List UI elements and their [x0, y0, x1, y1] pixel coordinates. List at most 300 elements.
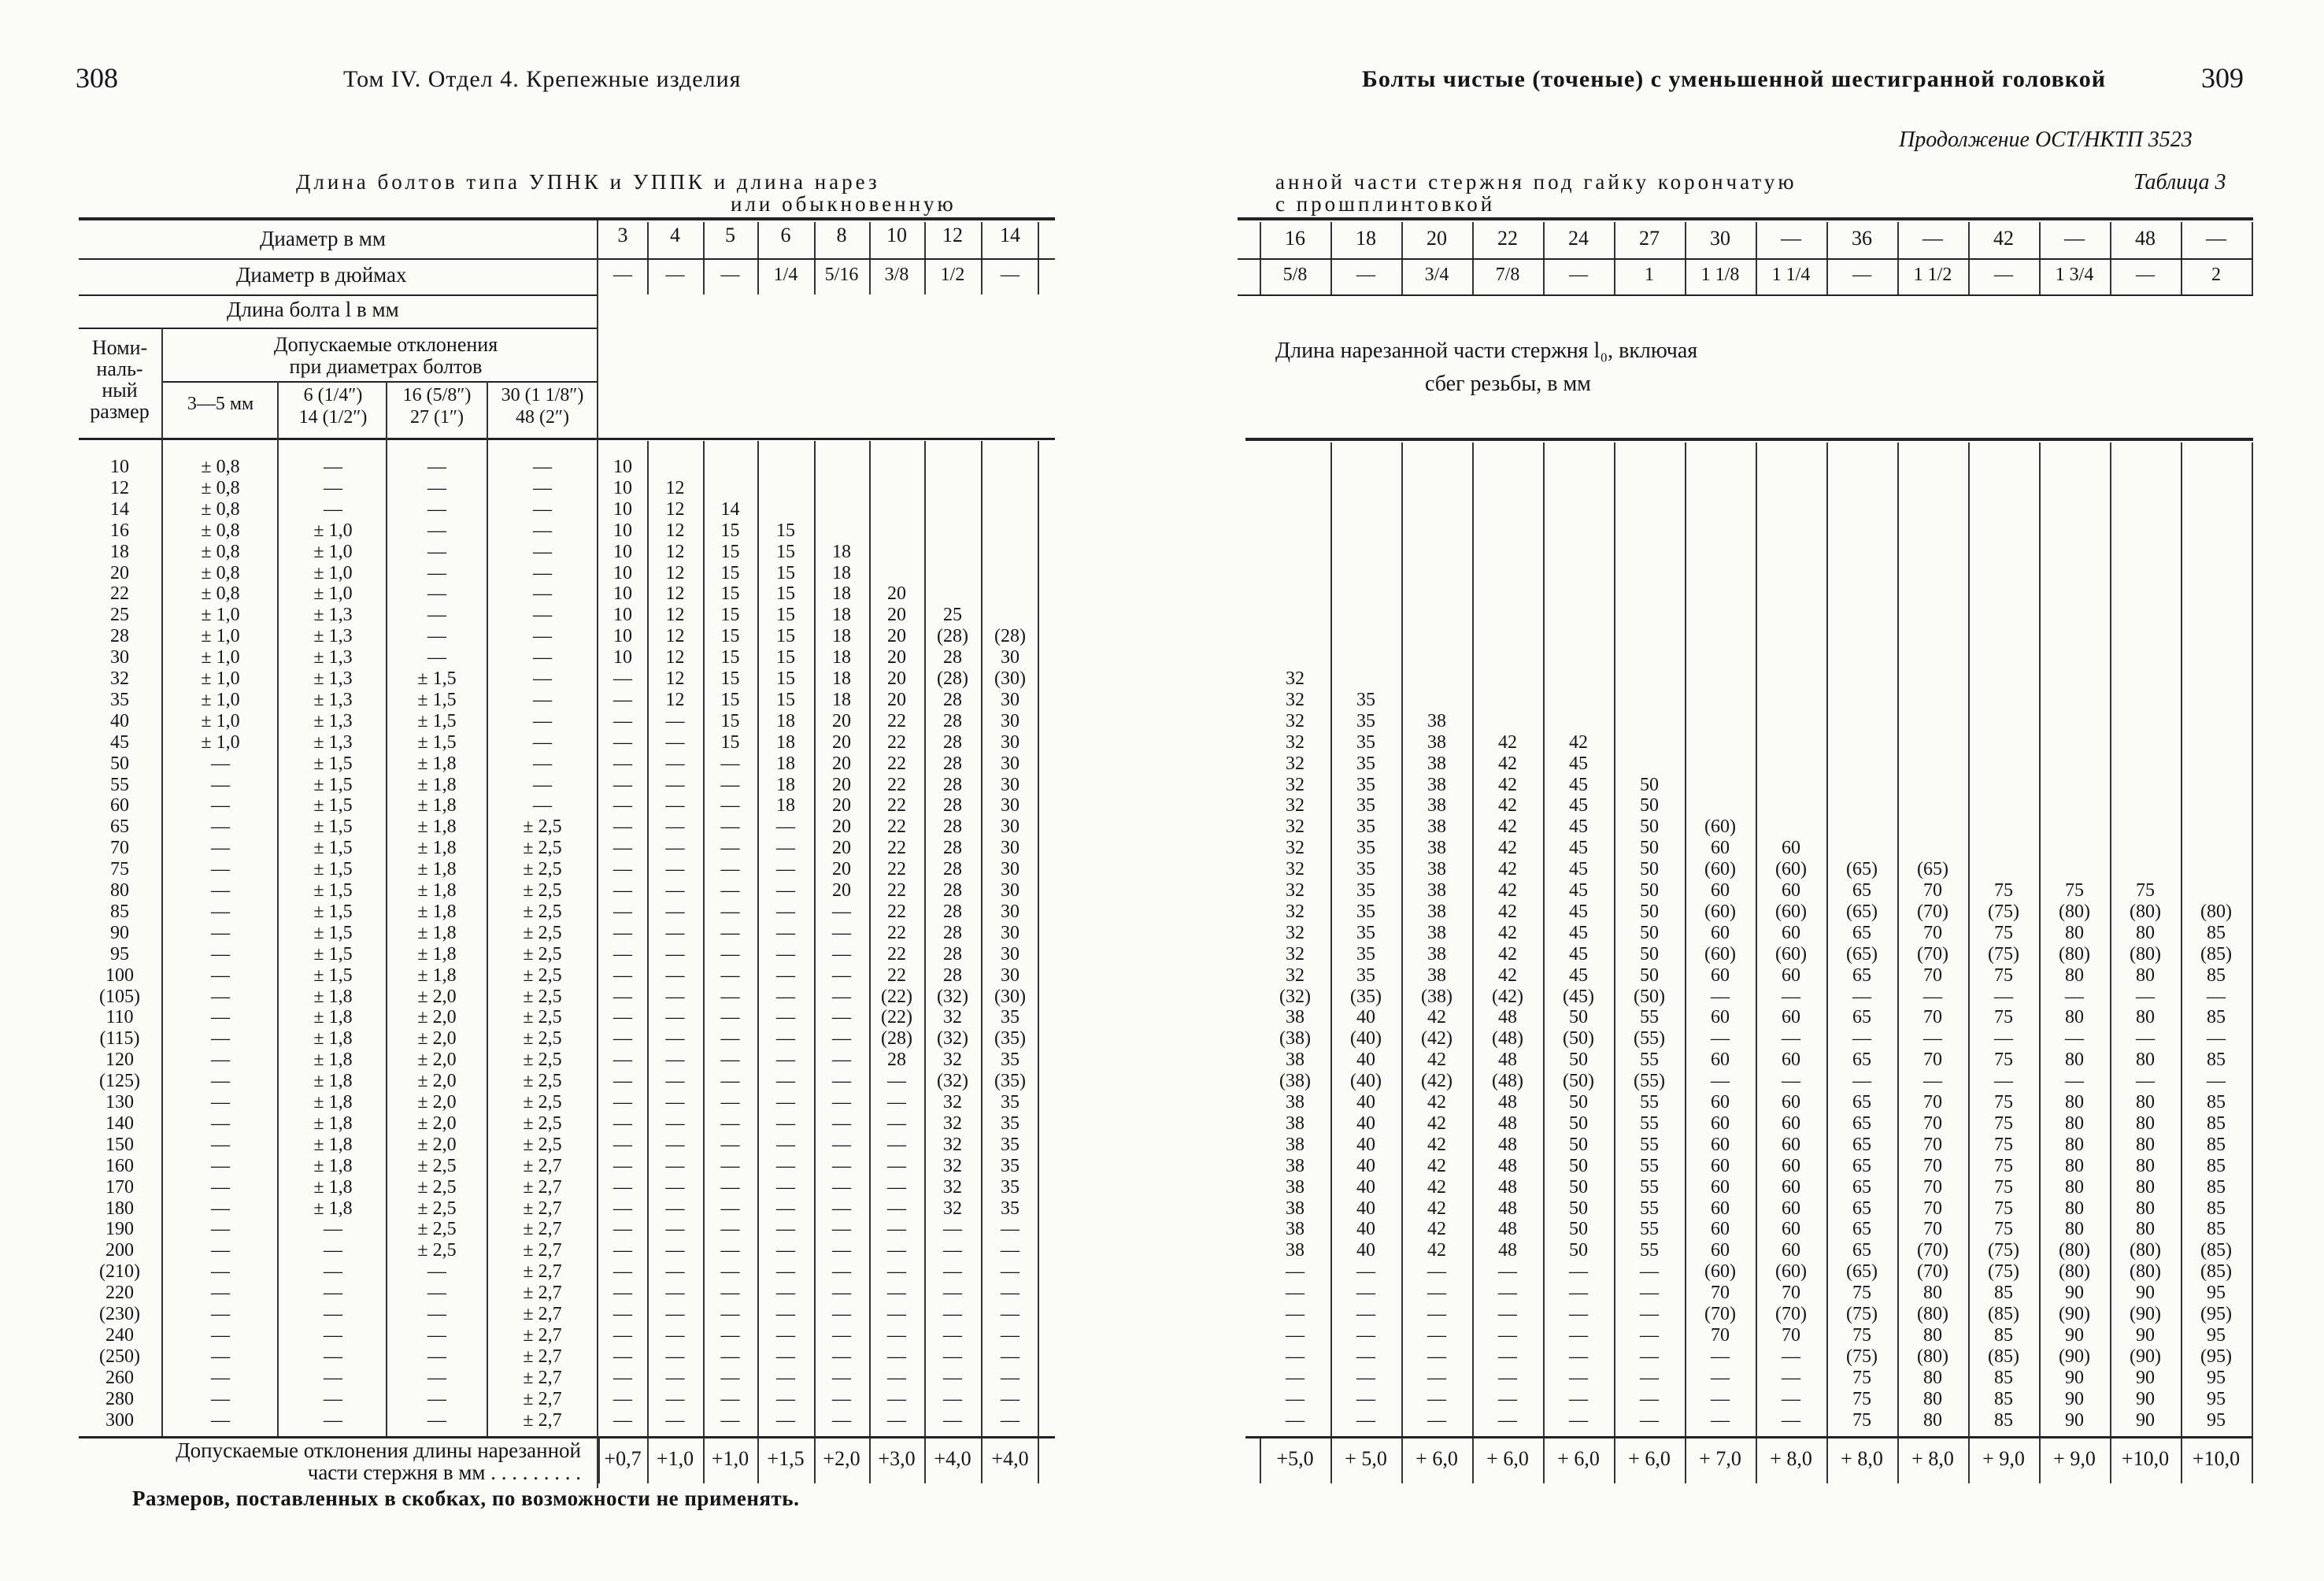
- thread-length-cell: 35: [1001, 1007, 1020, 1028]
- column-divider: [981, 1438, 983, 1483]
- diam-mm-cell: 16: [1285, 227, 1305, 250]
- thread-length-cell: —: [665, 859, 685, 880]
- thread-length-cell: —: [887, 1134, 906, 1155]
- thread-length-cell: 20: [832, 880, 851, 901]
- continuation-note: Продолжение ОСТ/НКТП 3523: [1899, 128, 2193, 152]
- column-divider: [757, 260, 759, 294]
- diam-mm-cell: 42: [1993, 227, 2014, 250]
- tol-cell: ± 0,8: [201, 562, 240, 583]
- thread-length-cell: 32: [1286, 901, 1304, 922]
- tol-cell: ± 1,5: [313, 774, 353, 795]
- tol-cell: —: [211, 1092, 230, 1113]
- column-divider: [1472, 442, 1474, 1436]
- tol-cell: —: [533, 583, 552, 605]
- thread-length-cell: —: [776, 1007, 795, 1028]
- tol-cell: —: [324, 498, 342, 520]
- column-divider: [1756, 442, 1757, 1436]
- thread-length-cell: —: [776, 1176, 795, 1198]
- thread-length-cell: —: [720, 1240, 740, 1261]
- tol-cell: ± 1,5: [313, 965, 353, 986]
- tol-cell: ± 1,8: [417, 838, 457, 859]
- thread-length-cell: —: [1286, 1346, 1304, 1367]
- thread-length-cell: —: [665, 731, 685, 753]
- thread-length-cell: (60): [1704, 943, 1736, 965]
- tol-cell: ± 1,5: [313, 795, 353, 816]
- thread-length-cell: 38: [1427, 943, 1446, 965]
- thread-length-cell: 48: [1498, 1050, 1517, 1071]
- thread-length-cell: (65): [1846, 859, 1878, 880]
- nominal-size-cell: 55: [110, 774, 129, 795]
- diam-in-cell: 1 1/2: [1913, 265, 1952, 285]
- column-divider: [647, 260, 649, 294]
- tol-cell: —: [211, 986, 230, 1007]
- thread-length-cell: 70: [1923, 1219, 1942, 1240]
- tol-cell: —: [427, 1261, 446, 1283]
- thread-length-cell: 15: [776, 562, 795, 583]
- thread-length-cell: (40): [1350, 1028, 1382, 1050]
- right-page-number: 309: [2201, 62, 2244, 94]
- column-divider: [814, 1438, 816, 1483]
- thread-length-cell: —: [1427, 1388, 1446, 1409]
- thread-length-cell: —: [1286, 1409, 1304, 1431]
- thread-length-cell: 80: [2065, 922, 2084, 943]
- thread-length-cell: 32: [943, 1113, 962, 1134]
- tol-cell: —: [533, 774, 552, 795]
- thread-length-cell: —: [1001, 1346, 1020, 1367]
- tol-cell: —: [427, 583, 446, 605]
- tol-cell: ± 2,5: [417, 1176, 457, 1198]
- thread-length-cell: 45: [1569, 943, 1588, 965]
- tol-cell: —: [211, 880, 230, 901]
- nominal-size-cell: 60: [110, 795, 129, 816]
- thread-length-cell: —: [665, 774, 685, 795]
- thread-length-cell: —: [613, 1324, 632, 1346]
- thread-length-cell: —: [887, 1219, 906, 1240]
- thread-length-cell: 22: [887, 943, 906, 965]
- tol-cell: ± 1,5: [313, 859, 353, 880]
- thread-length-cell: —: [1711, 1071, 1730, 1092]
- thread-length-cell: (85): [2200, 1261, 2232, 1283]
- column-divider: [647, 1438, 649, 1483]
- thread-length-cell: —: [720, 1388, 740, 1409]
- tol-cell: —: [324, 1346, 342, 1367]
- column-divider: [1401, 260, 1403, 294]
- thread-length-cell: (80): [1917, 1304, 1948, 1324]
- column-divider: [647, 441, 649, 1436]
- tol-cell: —: [427, 605, 446, 626]
- thread-length-cell: (28): [994, 626, 1026, 647]
- thread-length-cell: 50: [1569, 1050, 1588, 1071]
- thread-length-cell: 80: [2065, 1007, 2084, 1028]
- tol-cell: —: [427, 1324, 446, 1346]
- thread-length-cell: 20: [832, 816, 851, 838]
- thread-length-cell: —: [1640, 1409, 1659, 1431]
- tol-cell: —: [533, 498, 552, 520]
- thread-length-cell: 80: [2065, 1050, 2084, 1071]
- thread-length-cell: —: [832, 1176, 851, 1198]
- thread-length-cell: (60): [1775, 859, 1807, 880]
- thread-length-cell: —: [887, 1409, 906, 1431]
- thread-length-cell: —: [613, 880, 632, 901]
- thread-length-cell: (28): [881, 1028, 912, 1050]
- thread-length-cell: 18: [776, 753, 795, 774]
- thread-length-cell: 30: [1001, 710, 1020, 731]
- diam-mm-cell: 22: [1497, 227, 1518, 250]
- column-divider: [1968, 442, 1970, 1436]
- tol-thread-cell: + 9,0: [1982, 1447, 2025, 1470]
- thread-length-cell: 30: [1001, 774, 1020, 795]
- thread-length-cell: 35: [1356, 922, 1375, 943]
- column-divider: [1260, 1438, 1261, 1483]
- thread-length-cell: 35: [1356, 731, 1375, 753]
- diam-in-cell: —: [613, 265, 632, 285]
- thread-length-cell: 28: [943, 774, 962, 795]
- thread-length-cell: 42: [1498, 753, 1517, 774]
- tol-cell: —: [211, 1050, 230, 1071]
- column-divider: [2039, 1438, 2041, 1483]
- thread-length-cell: 30: [1001, 795, 1020, 816]
- thread-length-cell: (80): [2059, 1261, 2090, 1283]
- thread-length-cell: —: [1640, 1367, 1659, 1388]
- tol-thread-cell: + 8,0: [1841, 1447, 1883, 1470]
- thread-length-cell: 85: [2207, 1050, 2226, 1071]
- thread-length-cell: —: [832, 901, 851, 922]
- thread-length-cell: 42: [1427, 1134, 1446, 1155]
- thread-length-cell: —: [1001, 1261, 1020, 1283]
- column-divider: [981, 222, 983, 258]
- thread-length-cell: 32: [943, 1176, 962, 1198]
- thread-length-cell: —: [776, 986, 795, 1007]
- tol-cell: ± 1,8: [417, 816, 457, 838]
- thread-length-cell: 85: [2207, 1092, 2226, 1113]
- thread-length-cell: 12: [665, 520, 685, 541]
- thread-length-cell: (60): [1704, 816, 1736, 838]
- thread-length-cell: (40): [1350, 1071, 1382, 1092]
- tol-cell: ± 1,8: [313, 1071, 353, 1092]
- thread-length-cell: (60): [1775, 943, 1807, 965]
- thread-length-cell: 80: [2065, 1176, 2084, 1198]
- thread-length-cell: —: [1640, 1388, 1659, 1409]
- tol-cell: ± 1,8: [313, 1007, 353, 1028]
- thread-length-cell: 35: [1001, 1113, 1020, 1134]
- column-divider: [1038, 260, 1039, 294]
- tol-cell: ± 1,5: [313, 943, 353, 965]
- thread-length-cell: 22: [887, 901, 906, 922]
- thread-length-cell: 50: [1640, 859, 1659, 880]
- thread-length-cell: 80: [2065, 1219, 2084, 1240]
- thread-length-cell: —: [943, 1409, 962, 1431]
- tol-cell: ± 1,3: [313, 626, 353, 647]
- thread-length-cell: —: [720, 1176, 740, 1198]
- tol-cell: ± 1,0: [313, 541, 353, 562]
- thread-length-cell: 75: [1994, 1134, 2013, 1155]
- column-divider: [924, 260, 926, 294]
- nominal-size-cell: 50: [110, 753, 129, 774]
- thread-length-cell: 42: [1498, 774, 1517, 795]
- thread-length-cell: 75: [1994, 922, 2013, 943]
- tol-cell: ± 2,5: [523, 859, 562, 880]
- diam-in-cell: 1 1/8: [1700, 265, 1740, 285]
- thread-length-cell: 60: [1711, 1198, 1730, 1219]
- thread-length-cell: —: [832, 1324, 851, 1346]
- thread-length-cell: —: [1001, 1240, 1020, 1261]
- thread-length-cell: (42): [1492, 986, 1523, 1007]
- tol-cell: —: [211, 838, 230, 859]
- thread-length-cell: —: [665, 1283, 685, 1304]
- thread-length-cell: 65: [1852, 1134, 1871, 1155]
- tol-cell: ± 1,0: [201, 647, 240, 668]
- thread-length-cell: 55: [1640, 1240, 1659, 1261]
- tol-cell: —: [211, 1388, 230, 1409]
- nominal-size-cell: (210): [99, 1261, 140, 1283]
- thread-length-cell: 45: [1569, 838, 1588, 859]
- tol-cell: —: [211, 753, 230, 774]
- tol-cell: ± 1,8: [417, 774, 457, 795]
- thread-length-cell: 90: [2065, 1324, 2084, 1346]
- nominal-size-cell: 32: [110, 668, 129, 689]
- tol-cell: ± 1,0: [313, 562, 353, 583]
- nominal-size-cell: 300: [105, 1409, 134, 1431]
- thread-length-cell: 60: [1782, 1176, 1800, 1198]
- thread-length-cell: —: [832, 1007, 851, 1028]
- thread-length-cell: 25: [943, 605, 962, 626]
- tol-cell: ± 1,3: [313, 647, 353, 668]
- column-divider: [1685, 442, 1686, 1436]
- thread-length-cell: 60: [1782, 1198, 1800, 1219]
- thread-length-cell: —: [613, 922, 632, 943]
- thread-length-cell: 75: [1852, 1388, 1871, 1409]
- tol-cell: ± 0,8: [201, 498, 240, 520]
- tol-thread-cell: + 9,0: [2053, 1447, 2096, 1470]
- nominal-size-cell: 220: [105, 1283, 134, 1304]
- thread-length-cell: 80: [1923, 1283, 1942, 1304]
- tol-cell: ± 2,7: [523, 1155, 562, 1176]
- thread-length-cell: 15: [720, 605, 740, 626]
- tol-cell: ± 2,7: [523, 1219, 562, 1240]
- thread-length-cell: —: [1569, 1388, 1588, 1409]
- thread-length-cell: —: [887, 1324, 906, 1346]
- thread-length-cell: —: [665, 1388, 685, 1409]
- thread-length-cell: 50: [1640, 922, 1659, 943]
- thread-length-cell: (75): [1988, 943, 2019, 965]
- thread-length-cell: —: [832, 1219, 851, 1240]
- column-divider: [1685, 260, 1686, 294]
- thread-length-cell: —: [1569, 1261, 1588, 1283]
- thread-length-cell: 45: [1569, 753, 1588, 774]
- thread-length-cell: 15: [776, 605, 795, 626]
- thread-length-cell: 32: [1286, 859, 1304, 880]
- thread-length-cell: 95: [2207, 1409, 2226, 1431]
- thread-length-cell: —: [1356, 1388, 1375, 1409]
- column-divider: [2181, 442, 2182, 1436]
- thread-length-cell: —: [720, 1324, 740, 1346]
- thread-length-cell: 18: [832, 583, 851, 605]
- thread-length-cell: 15: [720, 583, 740, 605]
- column-divider: [703, 260, 705, 294]
- thread-length-cell: —: [1427, 1409, 1446, 1431]
- thread-length-cell: —: [720, 753, 740, 774]
- thread-length-cell: 90: [2136, 1324, 2155, 1346]
- tol-cell: ± 2,5: [523, 1071, 562, 1092]
- thread-length-cell: —: [1923, 1028, 1942, 1050]
- tol-cell: —: [324, 1409, 342, 1431]
- thread-length-cell: 70: [1923, 1134, 1942, 1155]
- thread-length-cell: —: [665, 1367, 685, 1388]
- diam-mm-cell: 20: [1427, 227, 1447, 250]
- thread-length-cell: 60: [1782, 838, 1800, 859]
- thread-length-cell: —: [720, 1409, 740, 1431]
- thread-length-cell: 35: [1356, 859, 1375, 880]
- thread-length-cell: 60: [1782, 1007, 1800, 1028]
- thread-length-cell: —: [943, 1240, 962, 1261]
- thread-length-cell: (38): [1421, 986, 1452, 1007]
- tol-cell: —: [211, 1198, 230, 1219]
- thread-length-cell: 42: [1427, 1219, 1446, 1240]
- thread-length-cell: —: [887, 1304, 906, 1324]
- thread-length-cell: 45: [1569, 774, 1588, 795]
- tol-cell: ± 2,5: [523, 901, 562, 922]
- diam-in-cell: —: [1994, 265, 2013, 285]
- thread-length-cell: —: [1640, 1261, 1659, 1283]
- thread-length-cell: 42: [1427, 1155, 1446, 1176]
- thread-length-cell: (90): [2059, 1346, 2090, 1367]
- tol-thread-cell: + 6,0: [1486, 1447, 1529, 1470]
- tol-cell: ± 2,7: [523, 1388, 562, 1409]
- thread-length-cell: —: [943, 1367, 962, 1388]
- nominal-size-cell: 90: [110, 922, 129, 943]
- tol-cell: ± 2,0: [417, 986, 457, 1007]
- thread-length-cell: —: [1782, 1028, 1800, 1050]
- thread-length-cell: 85: [2207, 1176, 2226, 1198]
- thread-length-cell: 38: [1427, 901, 1446, 922]
- diam-in-cell: 3/8: [884, 265, 909, 285]
- nominal-size-cell: 85: [110, 901, 129, 922]
- tol-cell: ± 2,7: [523, 1176, 562, 1198]
- thread-length-cell: —: [1286, 1388, 1304, 1409]
- thread-length-cell: 42: [1498, 816, 1517, 838]
- thread-length-cell: 28: [943, 816, 962, 838]
- diam-mm-cell: 27: [1639, 227, 1660, 250]
- thread-length-cell: 85: [2207, 1134, 2226, 1155]
- nominal-size-cell: (250): [99, 1346, 140, 1367]
- thread-length-cell: —: [887, 1198, 906, 1219]
- tol-cell: —: [211, 1219, 230, 1240]
- thread-length-cell: 35: [1356, 880, 1375, 901]
- thread-length-cell: 85: [2207, 1198, 2226, 1219]
- thread-length-cell: —: [1286, 1261, 1304, 1283]
- column-divider: [2252, 442, 2253, 1436]
- thread-length-cell: 22: [887, 859, 906, 880]
- diam-mm-cell: 24: [1568, 227, 1589, 250]
- tol-cell: ± 2,5: [523, 838, 562, 859]
- thread-length-cell: 60: [1782, 965, 1800, 986]
- thread-length-cell: —: [720, 965, 740, 986]
- tol-cell: —: [533, 626, 552, 647]
- thread-length-cell: 95: [2207, 1283, 2226, 1304]
- tol-cell: ± 2,7: [523, 1367, 562, 1388]
- thread-length-cell: 75: [1994, 1050, 2013, 1071]
- thread-length-cell: —: [613, 1304, 632, 1324]
- thread-length-cell: —: [776, 859, 795, 880]
- thread-length-cell: 38: [1286, 1155, 1304, 1176]
- nominal-size-cell: 75: [110, 859, 129, 880]
- tol-thread-label: Допускаемые отклонения длины нарезанной части стержня в мм . . . . . . . . .: [176, 1438, 581, 1484]
- tol-cell: ± 1,0: [201, 605, 240, 626]
- tol-cell: —: [211, 1261, 230, 1283]
- thread-length-cell: —: [776, 1071, 795, 1092]
- thread-length-cell: 50: [1569, 1240, 1588, 1261]
- header-rule-top: [79, 217, 1055, 220]
- column-divider: [703, 1438, 705, 1483]
- tol-cell: ± 1,5: [313, 838, 353, 859]
- thread-length-cell: —: [887, 1155, 906, 1176]
- tol-cell: ± 1,5: [313, 753, 353, 774]
- column-divider: [2039, 222, 2041, 258]
- column-divider: [1968, 260, 1970, 294]
- tol-cell: ± 1,0: [201, 710, 240, 731]
- diam-mm-cell: 6: [780, 224, 791, 246]
- thread-length-cell: (75): [1988, 901, 2019, 922]
- thread-length-cell: —: [832, 1028, 851, 1050]
- diam-mm-cell: —: [2206, 227, 2226, 250]
- tol-cell: ± 2,7: [523, 1283, 562, 1304]
- thread-length-cell: —: [776, 1324, 795, 1346]
- tol-cell: ± 1,8: [313, 986, 353, 1007]
- tol-cell: ± 2,0: [417, 1134, 457, 1155]
- table-label: Таблица 3: [2133, 170, 2226, 194]
- nominal-size-cell: 280: [105, 1388, 134, 1409]
- thread-length-cell: 70: [1923, 1050, 1942, 1071]
- tol-cell: —: [533, 477, 552, 498]
- diam-in-cell: 1: [1645, 265, 1654, 285]
- thread-length-cell: —: [776, 901, 795, 922]
- thread-length-cell: 80: [2136, 1007, 2155, 1028]
- thread-length-cell: —: [1782, 1346, 1800, 1367]
- column-divider: [1330, 222, 1332, 258]
- thread-length-cell: —: [1640, 1283, 1659, 1304]
- thread-length-cell: (32): [937, 1071, 968, 1092]
- thread-length-cell: 15: [720, 626, 740, 647]
- tol-cell: ± 2,5: [523, 1028, 562, 1050]
- column-divider: [1401, 1438, 1403, 1483]
- thread-length-cell: 38: [1286, 1050, 1304, 1071]
- thread-length-cell: —: [1286, 1367, 1304, 1388]
- diam-in-cell: —: [1001, 265, 1020, 285]
- thread-length-cell: 10: [613, 541, 632, 562]
- thread-length-cell: —: [1852, 1071, 1871, 1092]
- diam-in-cell: 1 3/4: [2055, 265, 2094, 285]
- left-caption-line1: Длина болтов типа УПНК и УППК и длина нарез: [296, 170, 880, 194]
- column-divider: [703, 441, 705, 1436]
- thread-length-cell: 48: [1498, 1198, 1517, 1219]
- tol-thread-cell: + 6,0: [1557, 1447, 1600, 1470]
- thread-length-cell: 10: [613, 562, 632, 583]
- thread-length-cell: —: [832, 1071, 851, 1092]
- tol-cell: ± 1,5: [313, 901, 353, 922]
- thread-length-cell: 80: [2136, 922, 2155, 943]
- thread-length-cell: 40: [1356, 1092, 1375, 1113]
- thread-length-cell: 15: [720, 731, 740, 753]
- thread-length-cell: —: [1427, 1367, 1446, 1388]
- tol-cell: ± 2,5: [523, 880, 562, 901]
- thread-length-cell: 22: [887, 816, 906, 838]
- thread-length-cell: 12: [665, 477, 685, 498]
- thread-length-cell: —: [1356, 1409, 1375, 1431]
- thread-length-cell: —: [776, 1261, 795, 1283]
- column-divider: [1826, 1438, 1828, 1483]
- tol-cell: —: [324, 457, 342, 477]
- thread-length-cell: —: [776, 1409, 795, 1431]
